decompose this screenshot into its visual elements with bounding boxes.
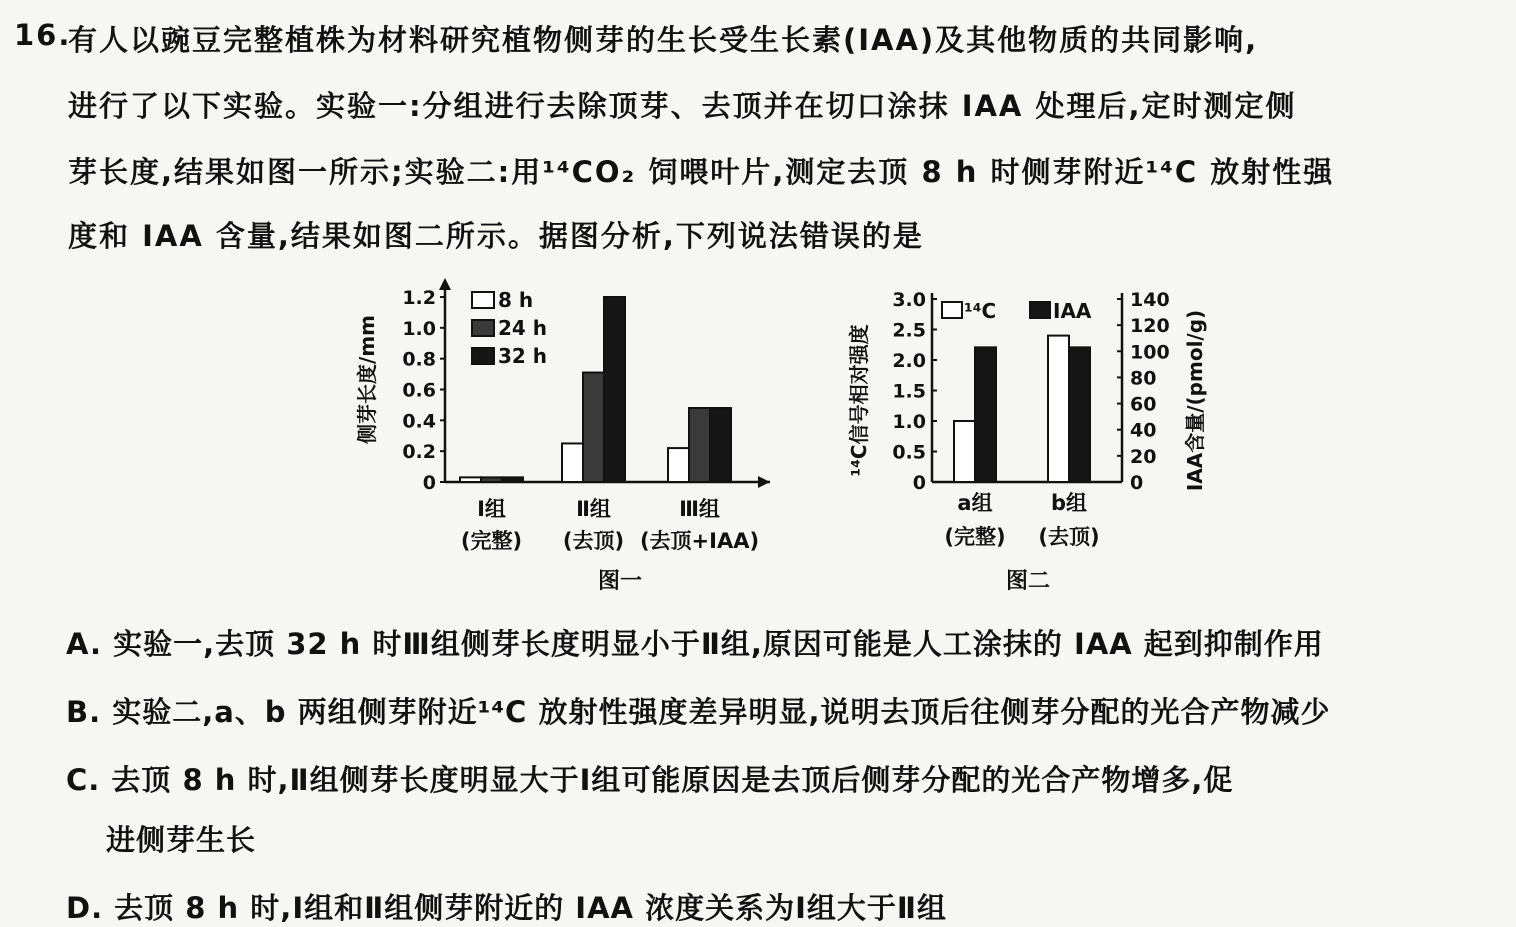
right-tick-label: 60	[1130, 393, 1157, 416]
x-category-sublabel: (完整)	[944, 525, 1006, 549]
right-tick-label: 120	[1130, 315, 1170, 338]
right-tick-label: 20	[1130, 445, 1157, 468]
bar-c14-group1	[954, 421, 975, 482]
y-tick-label: 0.6	[402, 379, 436, 402]
left-tick-label: 1.5	[892, 380, 926, 403]
x-category-sublabel: (去顶)	[562, 529, 625, 553]
figure-caption: 图二	[1005, 569, 1051, 594]
bar-32h-group1	[502, 477, 523, 482]
figure-2-chart	[840, 270, 1220, 600]
bar-24h-group2	[583, 373, 604, 482]
bar-iaa-group2	[1069, 347, 1090, 482]
x-category-label: Ⅰ组	[477, 497, 506, 521]
legend-swatch	[472, 320, 494, 336]
left-tick-label: 0	[912, 472, 926, 494]
bar-24h-group1	[481, 477, 502, 482]
right-tick-label: 100	[1130, 341, 1170, 364]
bar-8h-group1	[460, 477, 481, 482]
x-category-sublabel: (去顶)	[1038, 525, 1100, 549]
y-axis-title: 侧芽长度/mm	[355, 315, 379, 444]
right-tick-label: 0	[1130, 472, 1144, 494]
bar-8h-group2	[562, 443, 583, 482]
right-tick-label: 140	[1130, 289, 1170, 311]
y-tick-label: 0.4	[402, 410, 436, 433]
legend-label: 32 h	[498, 344, 548, 368]
left-tick-label: 1.0	[892, 411, 926, 433]
figure-caption: 图一	[597, 569, 643, 594]
legend-label: 8 h	[498, 288, 534, 312]
right-tick-label: 40	[1130, 419, 1157, 442]
y-axis-arrow	[439, 278, 451, 290]
bar-iaa-group1	[975, 347, 996, 482]
x-category-label: a组	[957, 491, 993, 515]
y-tick-label: 0.2	[402, 441, 436, 464]
question-number: 16.	[14, 18, 72, 52]
right-tick-label: 80	[1130, 367, 1157, 390]
legend-swatch	[472, 348, 494, 364]
x-axis-arrow	[758, 476, 770, 488]
left-axis-title: ¹⁴C信号相对强度	[847, 324, 871, 477]
option-a: A. 实验一,去顶 32 h 时Ⅲ组侧芽长度明显小于Ⅱ组,原因可能是人工涂抹的 IAA 起到抑制作用	[66, 627, 1324, 661]
left-tick-label: 2.0	[892, 350, 926, 372]
question-line: 进行了以下实验。实验一:分组进行去除顶芽、去顶并在切口涂抹 IAA 处理后,定时测定侧	[68, 89, 1297, 123]
right-axis-title: IAA含量/(pmol/g)	[1183, 309, 1207, 492]
legend-label: 24 h	[498, 316, 548, 340]
option-c: C. 去顶 8 h 时,Ⅱ组侧芽长度明显大于Ⅰ组可能原因是去顶后侧芽分配的光合产物增多,促	[66, 763, 1234, 797]
legend-swatch	[942, 302, 962, 318]
y-tick-label: 0.8	[402, 348, 436, 371]
x-category-label: Ⅱ组	[576, 497, 611, 521]
figure-1-chart	[350, 270, 790, 600]
x-category-sublabel: (完整)	[460, 529, 523, 553]
option-d: D. 去顶 8 h 时,Ⅰ组和Ⅱ组侧芽附近的 IAA 浓度关系为Ⅰ组大于Ⅱ组	[66, 891, 947, 925]
bar-32h-group3	[710, 408, 731, 482]
left-tick-label: 3.0	[892, 289, 926, 311]
x-category-label: Ⅲ组	[679, 497, 720, 521]
y-tick-label: 1.2	[402, 287, 436, 309]
question-line: 度和 IAA 含量,结果如图二所示。据图分析,下列说法错误的是	[68, 219, 924, 253]
left-tick-label: 0.5	[892, 441, 926, 464]
legend-swatch	[1030, 302, 1050, 318]
legend-label: ¹⁴C	[964, 299, 997, 323]
bar-32h-group2	[604, 297, 625, 482]
x-category-label: b组	[1050, 491, 1088, 515]
left-tick-label: 2.5	[892, 319, 926, 342]
option-b: B. 实验二,a、b 两组侧芽附近¹⁴C 放射性强度差异明显,说明去顶后往侧芽分配的光合产物减少	[66, 695, 1331, 729]
bar-c14-group2	[1048, 336, 1069, 482]
bar-24h-group3	[689, 408, 710, 482]
question-line: 有人以豌豆完整植株为材料研究植物侧芽的生长受生长素(IAA)及其他物质的共同影响,	[68, 23, 1259, 57]
legend-swatch	[472, 292, 494, 308]
legend-label: IAA	[1053, 299, 1092, 323]
y-tick-label: 0	[422, 472, 436, 494]
bar-8h-group3	[668, 448, 689, 482]
y-tick-label: 1.0	[402, 317, 436, 340]
option-c-continued: 进侧芽生长	[106, 823, 257, 857]
x-category-sublabel: (去顶+IAA)	[639, 529, 760, 553]
question-line: 芽长度,结果如图一所示;实验二:用¹⁴CO₂ 饲喂叶片,测定去顶 8 h 时侧芽附近¹⁴C 放射性强	[68, 155, 1335, 189]
